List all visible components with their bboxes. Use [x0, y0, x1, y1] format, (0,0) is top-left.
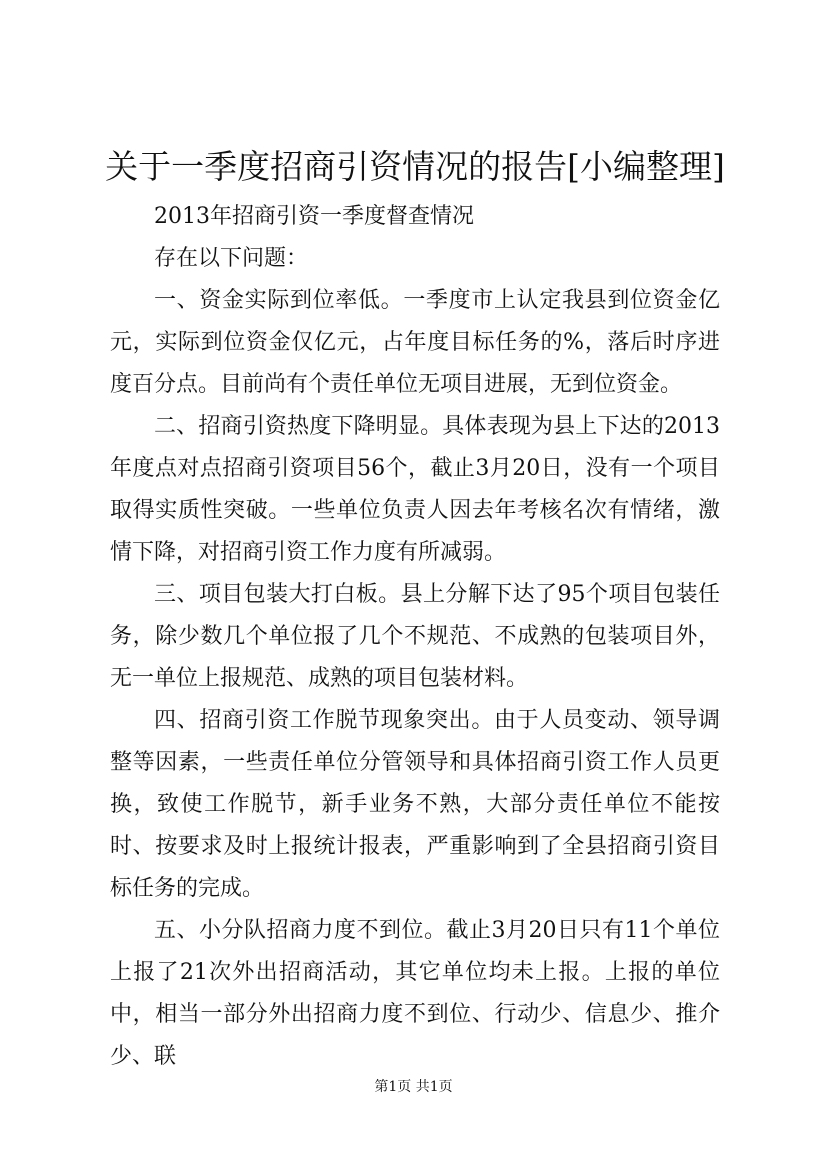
- document-title: 关于一季度招商引资情况的报告[小编整理]: [105, 147, 725, 186]
- issue-3-paragraph: 三、项目包装大打白板。县上分解下达了95个项目包装任务，除少数几个单位报了几个不规范、不成熟的包装项目外，无一单位上报规范、成熟的项目包装材料。: [110, 582, 720, 691]
- document-body: [110, 196, 720, 1078]
- issue-1-paragraph: 一、资金实际到位率低。一季度市上认定我县到位资金亿元，实际到位资金仅亿元，占年度目标任务的%，落后时序进度百分点。目前尚有个责任单位无项目进展，无到位资金。: [110, 288, 720, 397]
- issue-2-paragraph: 二、招商引资热度下降明显。具体表现为县上下达的2013年度点对点招商引资项目56个，截止3月20日，没有一个项目取得实质性突破。一些单位负责人因去年考核名次有情绪，激情下降，对招商引资工作力度有所减弱。: [110, 414, 720, 565]
- subtitle-paragraph: 2013年招商引资一季度督查情况: [154, 204, 474, 229]
- issue-5-paragraph: 五、小分队招商力度不到位。截止3月20日只有11个单位上报了21次外出招商活动，其它单位均未上报。上报的单位中，相当一部分外出招商力度不到位、行动少、信息少、推介少、联: [110, 918, 720, 1069]
- issue-4-paragraph: 四、招商引资工作脱节现象突出。由于人员变动、领导调整等因素，一些责任单位分管领导和具体招商引资工作人员更换，致使工作脱节，新手业务不熟，大部分责任单位不能按时、按要求及时上报统计报表，严重影响到了全县招商引资目标任务的完成。: [110, 708, 720, 901]
- page-number-footer: 第1页 共1页: [374, 1079, 453, 1095]
- issues-intro-paragraph: 存在以下问题：: [154, 246, 309, 271]
